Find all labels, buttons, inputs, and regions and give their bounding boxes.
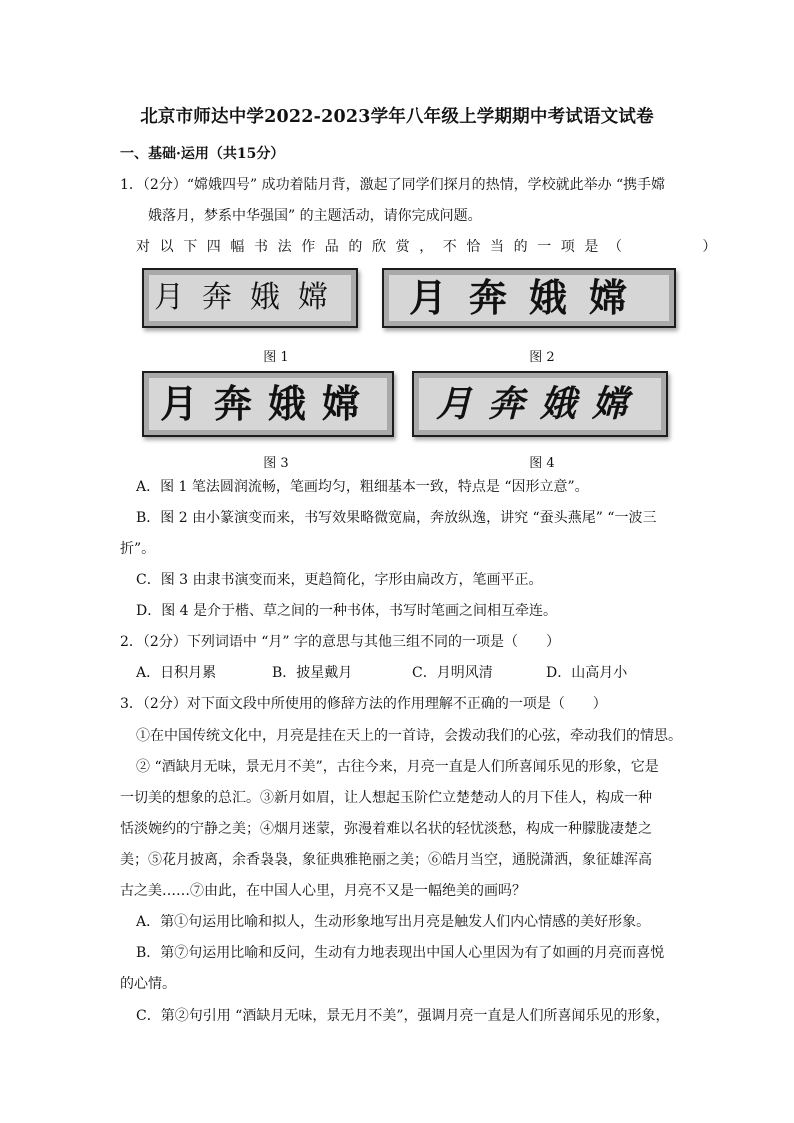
q3-passage-line4: 恬淡婉约的宁静之美；④烟月迷蒙，弥漫着难以名状的轻忧淡愁，构成一种朦胧凄楚之 [120,821,652,837]
figure-2-caption: 图 2 [529,350,555,365]
q2-option-b: B．披星戴月 [272,665,353,681]
figure-3-text: 月奔娥嫦 [159,381,376,426]
exam-title: 北京市师达中学2022-2023学年八年级上学期期中考试语文试卷 [140,107,654,127]
q1-option-d: D．图 4 是介于楷、草之间的一种书体，书写时笔画之间相互牵连。 [136,603,558,619]
q2-option-c: C．月明风清 [412,665,493,681]
figure-4-caption: 图 4 [529,456,555,471]
q1-option-b-cont: 折”。 [120,541,156,557]
figure-1-text: 月奔娥嫦 [154,280,346,315]
q1-stem: 对以下四幅书法作品的欣赏，不恰当的一项是（ ） [136,239,726,255]
figure-3-caption: 图 3 [263,456,289,471]
figure-4-text: 月奔娥嫦 [435,383,644,425]
q3-option-c: C．第②句引用 “酒缺月无味，景无月不美”，强调月亮一直是人们所喜闻乐见的形象， [136,1008,670,1024]
q1-intro-line2: 娥落月，梦系中华强国” 的主题活动，请你完成问题。 [148,208,482,224]
q1-option-b: B．图 2 由小篆演变而来，书写效果略微宽扁，奔放纵逸，讲究 “蚕头燕尾” “一波三 [136,510,657,526]
q3-passage-line1: ①在中国传统文化中，月亮是挂在天上的一首诗，会拨动我们的心弦，牵动我们的情思。 [136,728,682,744]
q3-passage-line2: ② “酒缺月无味，景无月不美”，古往今来，月亮一直是人们所喜闻乐见的形象，它是 [136,759,659,775]
q3-option-b: B．第⑦句运用比喻和反问，生动有力地表现出中国人心里因为有了如画的月亮而喜悦 [136,945,665,961]
q2-stem: 2．（2分）下列词语中 “月” 字的意思与其他三组不同的一项是（ ） [120,634,561,650]
q1-option-a: A．图 1 笔法圆润流畅，笔画均匀，粗细基本一致，特点是 “因形立意”。 [136,479,589,495]
section-heading: 一、基础·运用（共15分） [120,146,285,162]
calligraphy-figure-2 [382,268,676,328]
q3-passage-line3: 一切美的想象的总汇。③新月如眉，让人想起玉阶伫立楚楚动人的月下佳人，构成一种 [120,790,652,806]
calligraphy-figure-4 [412,371,668,437]
q2-option-a: A．日积月累 [136,665,217,681]
calligraphy-figure-1 [142,268,358,328]
q3-option-b-cont: 的心情。 [120,976,176,992]
q3-stem: 3．（2分）对下面文段中所使用的修辞方法的作用理解不正确的一项是（ ） [120,696,607,712]
calligraphy-figure-3 [142,371,394,437]
q3-option-a: A．第①句运用比喻和拟人，生动形象地写出月亮是触发人们内心情感的美好形象。 [136,914,651,930]
figure-2-text: 月奔娥嫦 [408,276,649,320]
figure-1-caption: 图 1 [263,350,289,365]
q2-option-d: D．山高月小 [546,665,628,681]
q3-passage-line5: 美；⑤花月披离，余香袅袅，象征典雅艳丽之美；⑥皓月当空，通脱潇洒，象征雄浑高 [120,852,652,868]
q1-option-c: C．图 3 由隶书演变而来，更趋简化，字形由扁改方，笔画平正。 [136,572,543,588]
q1-intro-line1: 1．（2分）“嫦娥四号” 成功着陆月背，激起了同学们探月的热情，学校就此举办 “携手嫦 [120,177,666,193]
q3-passage-line6: 古之美……⑦由此，在中国人心里，月亮不又是一幅绝美的画吗？ [120,883,526,899]
